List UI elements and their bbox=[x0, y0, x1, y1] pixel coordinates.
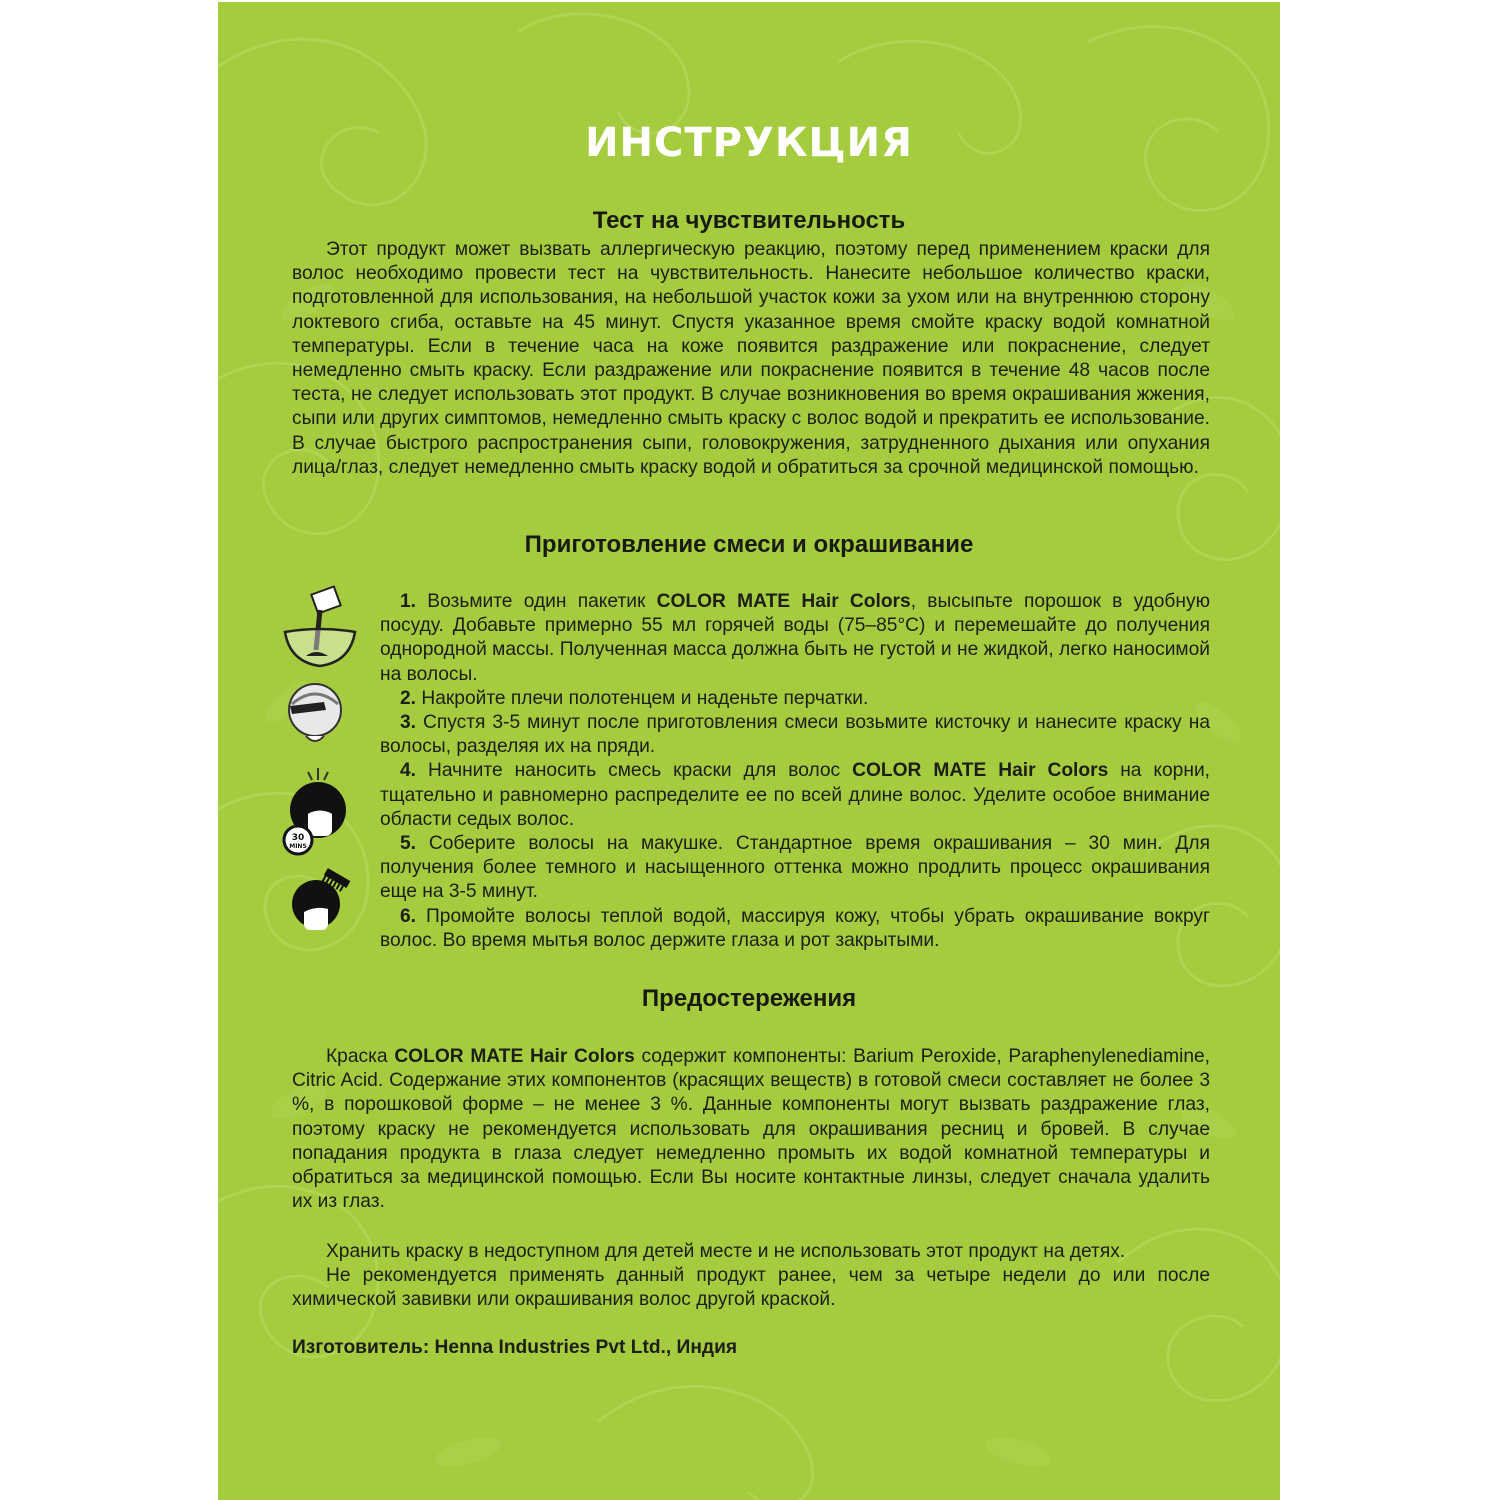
step-4: 4. Начните наносить смесь краски для волос COLOR MATE Hair Colors на корни, тщательно и равномерно распределите ее по всей длине волос. Уделите особое внимание области седых волос. bbox=[380, 760, 1210, 830]
sensitivity-text: Этот продукт может вызвать аллергическую реакцию, поэтому перед применением краски для волос необходимо провести тест на чувствительность. Нанесите небольшое количество краски, подготовленной для использования, на небольшой участок кожи за ухом или на внутреннюю сторону локтевого сгиба, оставьте на 45 минут. Спустя указанное время смойте краску водой комнатной температуры. Если в течение часа на коже появится раздражение или покраснение, следует немедленно смыть краску. Если раздражение или покраснение появится в течение 48 часов после теста, не следует использовать этот продукт. В случае возникновения во время окрашивания жжения, сыпи или других симптомов, немедленно смыть краску с волос водой и прекратить ее использование. В случае быстрого распространения сыпи, головокружения, затрудненного дыхания или опухания лица/глаз, следует немедленно смыть краску водой и обратиться за срочной медицинской помощью. bbox=[292, 239, 1210, 478]
hair-dye-timer-icon bbox=[282, 766, 354, 858]
instruction-sheet bbox=[218, 2, 1280, 1500]
precautions-heading: Предостережения bbox=[641, 985, 857, 1012]
storage-text: Хранить краску в недоступном для детей месте и не использовать этот продукт на детях. bbox=[326, 1241, 1126, 1262]
preparation-heading: Приготовление смеси и окрашивание bbox=[524, 531, 974, 558]
step-1: 1. Возьмите один пакетик COLOR MATE Hair Colors, высыпьте порошок в удобную посуду. Добавьте примерно 55 мл горячей воды (75–85°С) и перемешайте до получения однородной массы. Полученная масса должна быть не густой и не жидкой, легко наносимой на волосы. bbox=[380, 591, 1210, 685]
perm-warning-text: Не рекомендуется применять данный продукт ранее, чем за четыре недели до или после химической завивки или окрашивания волос другой краской. bbox=[292, 1265, 1210, 1311]
precautions-text: Краска COLOR MATE Hair Colors содержит компоненты: Barium Peroxide, Paraphenylenediamine, Citric Acid. Содержание этих компонентов (красящих веществ) в готовой смеси составляет не более 3 %, в порошковой форме – не менее 3 %. Данные компоненты могут вызвать раздражение глаз, поэтому краску не рекомендуется использовать для окрашивания ресниц и бровей. В случае попадания продукта в глаза следует немедленно промыть их водой комнатной температуры и обратиться за медицинской помощью. Если Вы носите контактные линзы, следует сначала удалить их из глаз. bbox=[292, 1046, 1210, 1213]
hair-comb-icon bbox=[286, 868, 352, 940]
sensitivity-heading: Тест на чувствительность bbox=[592, 207, 906, 234]
head-towel-icon bbox=[284, 680, 346, 750]
page-title: ИНСТРУКЦИЯ bbox=[585, 120, 913, 166]
powder-bowl-icon bbox=[280, 582, 360, 672]
manufacturer: Изготовитель: Henna Industries Pvt Ltd., Индия bbox=[292, 1337, 738, 1358]
step-6: 6. Промойте волосы теплой водой, массируя кожу, чтобы убрать окрашивание вокруг волос. Во время мытья волос держите глаза и рот закрытыми. bbox=[380, 905, 1210, 951]
timer-badge-unit: MINS bbox=[289, 843, 307, 850]
timer-badge-number: 30 bbox=[291, 833, 305, 843]
step-5: 5. Соберите волосы на макушке. Стандартное время окрашивания – 30 мин. Для получения более темного и насыщенного оттенка можно продлить процесс окрашивания еще на 3-5 минут. bbox=[380, 833, 1210, 903]
step-2: 2. Накройте плечи полотенцем и наденьте перчатки. bbox=[400, 687, 869, 709]
preparation-steps bbox=[380, 590, 1210, 953]
step-3: 3. Спустя 3-5 минут после приготовления смеси возьмите кисточку и нанесите краску на волосы, разделяя их на пряди. bbox=[380, 712, 1210, 758]
